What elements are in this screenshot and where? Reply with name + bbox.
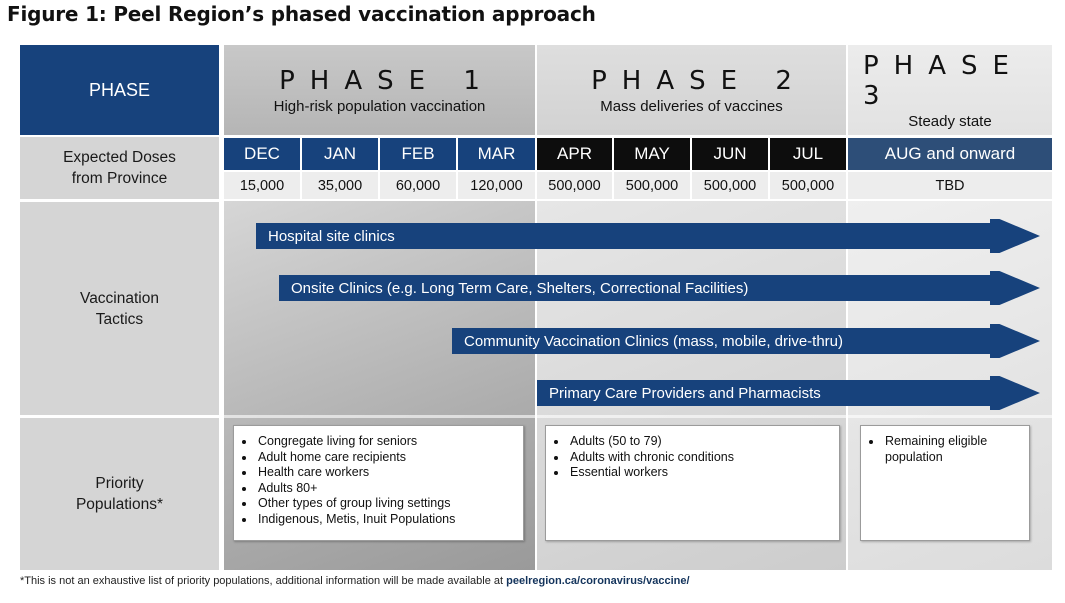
tactic-arrow-hospital — [256, 219, 1040, 253]
footnote-link[interactable]: peelregion.ca/coronavirus/vaccine/ — [506, 575, 690, 587]
tactic-label: Community Vaccination Clinics (mass, mobile, drive-thru) — [464, 332, 843, 350]
phase1-population-box — [233, 425, 524, 541]
population-item: • Indigenous, Metis, Inuit Populations — [256, 512, 513, 528]
population-item: • Essential workers — [568, 465, 829, 481]
dose-cell: TBD — [848, 172, 1052, 199]
population-list — [244, 434, 513, 528]
month-cell: DEC — [224, 138, 300, 170]
population-item: • Adult home care recipients — [256, 450, 513, 466]
month-cell: JAN — [302, 138, 378, 170]
footnote — [20, 575, 690, 587]
phase3-header — [848, 45, 1052, 135]
footnote-text: *This is not an exhaustive list of priority populations, additional information will be made available at — [20, 575, 507, 587]
tactic-label: Onsite Clinics (e.g. Long Term Care, Shelters, Correctional Facilities) — [291, 279, 749, 297]
population-item: • Health care workers — [256, 465, 513, 481]
phase2-population-box — [545, 425, 840, 541]
phase3-population-box — [860, 425, 1030, 541]
population-item: • Other types of group living settings — [256, 496, 513, 512]
phase1-header — [224, 45, 535, 135]
figure-title: Figure 1: Peel Region’s phased vaccination approach — [7, 2, 596, 26]
population-list — [556, 434, 829, 481]
doses-row-label: Expected Doses from Province — [20, 137, 219, 199]
tactic-label: Primary Care Providers and Pharmacists — [549, 384, 821, 402]
tactic-arrow-onsite — [279, 271, 1040, 305]
phase3-subtitle: Steady state — [908, 112, 992, 130]
dose-cell: 35,000 — [302, 172, 378, 199]
tactic-label: Hospital site clinics — [268, 227, 395, 245]
dose-cell: 500,000 — [537, 172, 612, 199]
population-item: • Remaining eligible population — [883, 434, 1019, 465]
tactic-arrow-community — [452, 324, 1040, 358]
dose-cell: 15,000 — [224, 172, 300, 199]
phase2-subtitle: Mass deliveries of vaccines — [600, 97, 783, 115]
dose-cell: 500,000 — [614, 172, 690, 199]
populations-row-label: Priority Populations* — [20, 418, 219, 570]
population-list — [871, 434, 1019, 465]
dose-cell: 500,000 — [692, 172, 768, 199]
tactic-arrow-primary-care — [537, 376, 1040, 410]
dose-cell: 120,000 — [458, 172, 535, 199]
month-cell: FEB — [380, 138, 456, 170]
phase2-title: PHASE 2 — [591, 65, 807, 96]
phase3-title: PHASE 3 — [863, 50, 1024, 111]
phase2-header — [537, 45, 846, 135]
month-cell: MAY — [614, 138, 690, 170]
dose-cell: 500,000 — [770, 172, 846, 199]
population-item: • Adults 80+ — [256, 481, 513, 497]
phase-row-label: PHASE — [20, 45, 219, 135]
month-cell: JUN — [692, 138, 768, 170]
vaccination-phase-table — [20, 45, 1052, 570]
population-item: • Congregate living for seniors — [256, 434, 513, 450]
month-cell: APR — [537, 138, 612, 170]
population-item: • Adults with chronic conditions — [568, 450, 829, 466]
month-cell: JUL — [770, 138, 846, 170]
tactics-row-label: Vaccination Tactics — [20, 202, 219, 415]
phase1-subtitle: High-risk population vaccination — [273, 97, 486, 115]
phase1-title: PHASE 1 — [279, 65, 495, 96]
population-item: • Adults (50 to 79) — [568, 434, 829, 450]
dose-cell: 60,000 — [380, 172, 456, 199]
month-cell: AUG and onward — [848, 138, 1052, 170]
row-divider — [224, 415, 1052, 418]
month-cell: MAR — [458, 138, 535, 170]
